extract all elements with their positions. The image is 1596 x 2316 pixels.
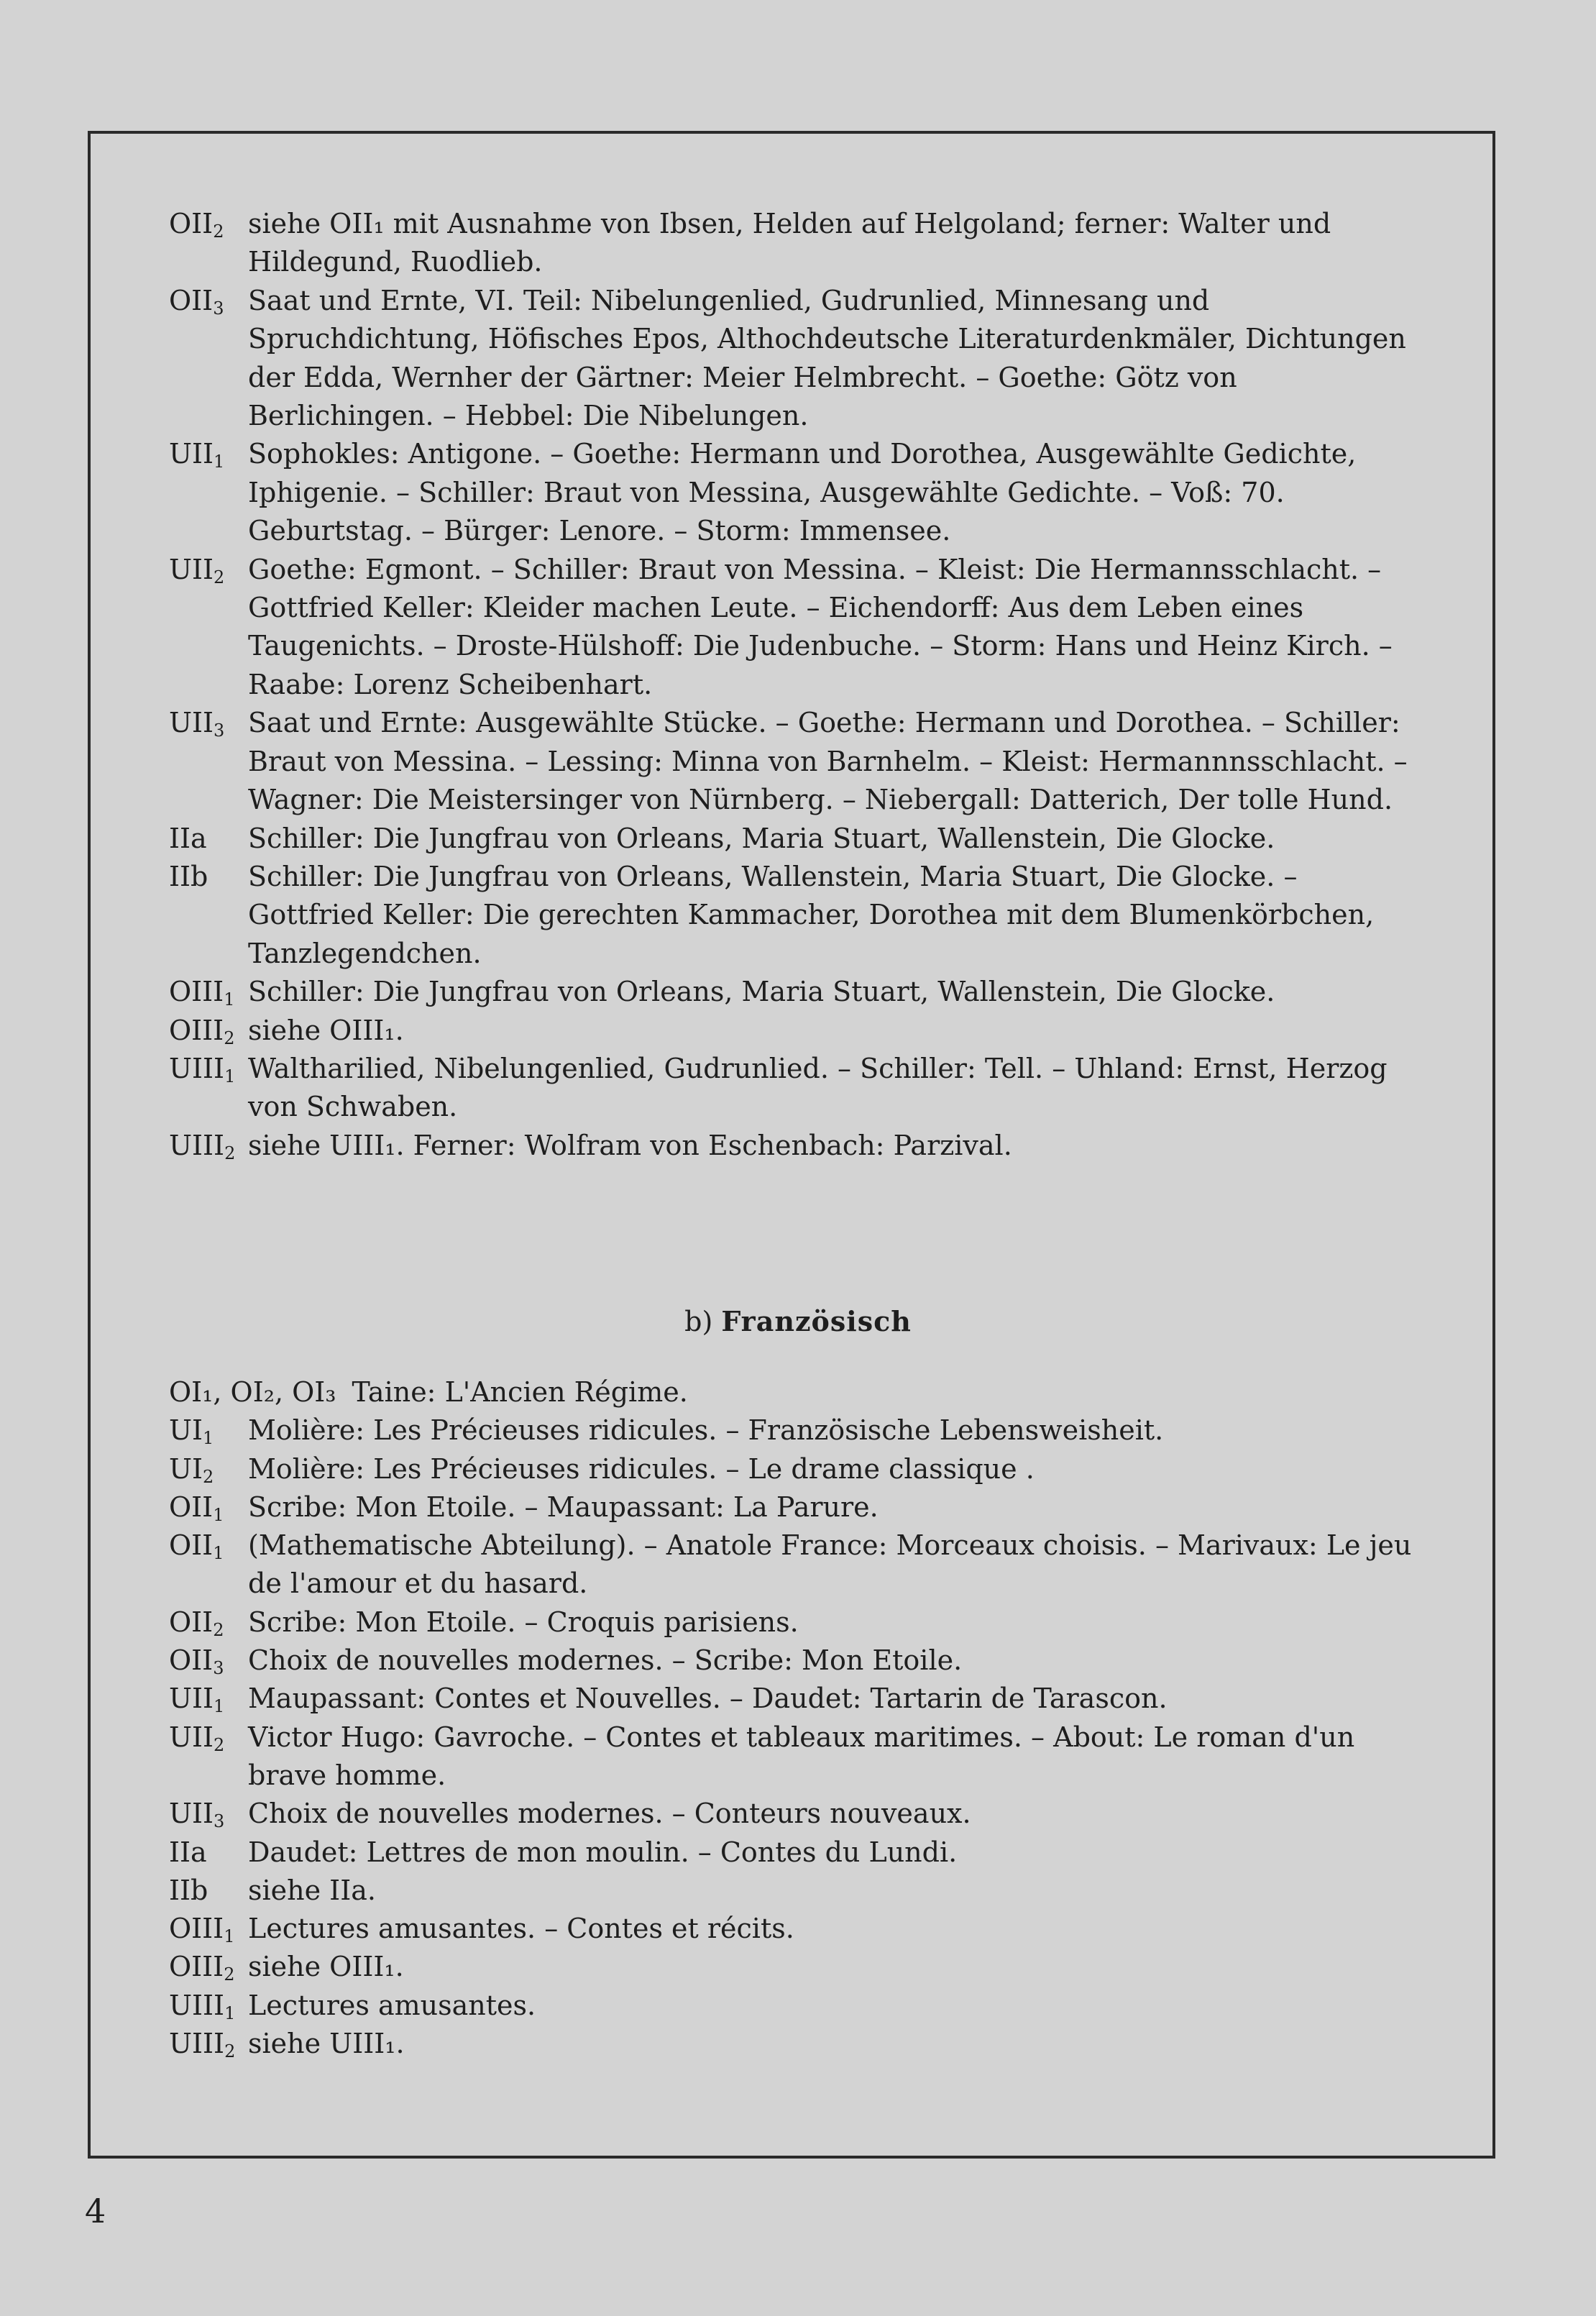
- entry-text: Saat und Ernte: Ausgewählte Stücke. – Goethe: Hermann und Dorothea. – Schiller: Braut von Messina. – Lessing: Minna von Barnhelm. – Kleist: Hermannnsschlacht. – Wagner: Die Meistersinger von Nürnberg. – Niebergall: Datterich, Der tolle Hund.: [248, 707, 1408, 816]
- class-label: $OII_1$: [169, 1491, 224, 1525]
- entry-text: siehe OIII₁.: [248, 1951, 404, 1983]
- entry-text: Scribe: Mon Etoile. – Croquis parisiens.: [248, 1606, 799, 1638]
- list-item: [169, 973, 1431, 1011]
- entry-text: Choix de nouvelles modernes. – Scribe: Mon Etoile.: [248, 1644, 963, 1677]
- section-letter: b): [684, 1306, 713, 1337]
- entry-text: Lectures amusantes. – Contes et récits.: [248, 1913, 794, 1945]
- class-label: $UI_1$: [169, 1414, 214, 1449]
- entry-text: Molière: Les Précieuses ridicules. – Französische Lebensweisheit.: [248, 1414, 1164, 1447]
- list-item: [169, 1872, 1431, 1910]
- german-reading-list: [169, 205, 1431, 1165]
- list-item: [169, 1948, 1431, 1986]
- list-item: [169, 1488, 1431, 1527]
- entry-text: Schiller: Die Jungfrau von Orleans, Maria Stuart, Wallenstein, Die Glocke.: [248, 976, 1275, 1008]
- class-label: IIb: [169, 860, 208, 892]
- page-number: 4: [85, 2192, 106, 2230]
- section-heading: [0, 1300, 1596, 1343]
- list-item: [169, 1373, 1431, 1411]
- class-label: $UIII_2$: [169, 1129, 236, 1163]
- entry-text: Lectures amusantes.: [248, 1989, 536, 2021]
- entry-text: Maupassant: Contes et Nouvelles. – Daudet: Tartarin de Tarascon.: [248, 1683, 1168, 1715]
- list-item: [169, 1910, 1431, 1948]
- list-item: [169, 1411, 1431, 1450]
- entry-text: Victor Hugo: Gavroche. – Contes et tableaux maritimes. – About: Le roman d'un brave homme.: [248, 1721, 1355, 1791]
- class-label: $UIII_1$: [169, 1052, 236, 1086]
- class-label: $OIII_1$: [169, 1913, 235, 1947]
- entry-text: Saat und Ernte, VI. Teil: Nibelungenlied, Gudrunlied, Minnesang und Spruchdichtung, Höfisches Epos, Althochdeutsche Literaturdenkmäler, Dichtungen der Edda, Wernher der Gärtner: Meier Helmbrecht. – Goethe: Götz von Berlichingen. – Hebbel: Die Nibelungen.: [248, 284, 1406, 432]
- list-item: [169, 1527, 1431, 1603]
- list-item: [169, 1450, 1431, 1488]
- list-item: [169, 1012, 1431, 1050]
- entry-text: Choix de nouvelles modernes. – Conteurs nouveaux.: [248, 1798, 971, 1830]
- class-label: $OII_2$: [169, 1606, 224, 1640]
- class-label: $UII_1$: [169, 1683, 225, 1717]
- entry-text: (Mathematische Abteilung). – Anatole France: Morceaux choisis. – Marivaux: Le jeu de l'amour et du hasard.: [248, 1529, 1412, 1600]
- entry-text: Sophokles: Antigone. – Goethe: Hermann und Dorothea, Ausgewählte Gedichte, Iphigenie. – Schiller: Braut von Messina, Ausgewählte Gedichte. – Voß: 70. Geburtstag. – Bürger: Lenore. – Storm: Immensee.: [248, 438, 1357, 547]
- list-item: [169, 551, 1431, 705]
- list-item: [169, 2025, 1431, 2063]
- class-label: $UII_2$: [169, 1721, 225, 1755]
- class-label: $UII_1$: [169, 438, 225, 472]
- class-label: IIa: [169, 1836, 207, 1868]
- entry-text: siehe UIII₁.: [248, 2028, 405, 2060]
- list-item: [169, 1834, 1431, 1872]
- list-item: [169, 704, 1431, 819]
- list-item: [169, 1718, 1431, 1795]
- class-label: $OII_3$: [169, 284, 224, 319]
- entry-text: Daudet: Lettres de mon moulin. – Contes du Lundi.: [248, 1836, 958, 1868]
- list-item: [169, 820, 1431, 858]
- entry-text: Schiller: Die Jungfrau von Orleans, Maria Stuart, Wallenstein, Die Glocke.: [248, 822, 1275, 854]
- list-item: [169, 435, 1431, 550]
- list-item: [169, 1987, 1431, 2025]
- list-item: [169, 205, 1431, 282]
- entry-text: Molière: Les Précieuses ridicules. – Le drame classique .: [248, 1452, 1035, 1485]
- list-item: [169, 1680, 1431, 1718]
- class-label: $OII_2$: [169, 208, 224, 242]
- list-item: [169, 1795, 1431, 1833]
- list-item: [169, 1127, 1431, 1165]
- list-item: [169, 282, 1431, 436]
- entry-text: Scribe: Mon Etoile. – Maupassant: La Parure.: [248, 1491, 879, 1523]
- entry-text: Schiller: Die Jungfrau von Orleans, Wallenstein, Maria Stuart, Die Glocke. – Gottfried Keller: Die gerechten Kammacher, Dorothea mit dem Blumenkörbchen, Tanzlegendchen.: [248, 860, 1375, 969]
- class-label: $UII_2$: [169, 553, 225, 587]
- entry-text: siehe IIa.: [248, 1874, 376, 1906]
- list-item: [169, 1050, 1431, 1127]
- class-label: IIb: [169, 1874, 208, 1906]
- class-label: $UIII_1$: [169, 1989, 236, 2023]
- class-label: $OII_1$: [169, 1529, 224, 1564]
- entry-text: siehe OIII₁.: [248, 1014, 404, 1046]
- entry-text: Taine: L'Ancien Régime.: [352, 1376, 688, 1408]
- class-label: $OIII_1$: [169, 976, 235, 1010]
- entry-text: Waltharilied, Nibelungenlied, Gudrunlied. – Schiller: Tell. – Uhland: Ernst, Herzog von Schwaben.: [248, 1052, 1388, 1123]
- class-label: $UII_3$: [169, 707, 225, 741]
- list-item: [169, 1603, 1431, 1642]
- class-label: $OIII_2$: [169, 1951, 235, 1985]
- class-label: OI₁, OI₂, OI₃: [169, 1376, 336, 1408]
- entry-text: siehe OII₁ mit Ausnahme von Ibsen, Helden auf Helgoland; ferner: Walter und Hildegund, Ruodlieb.: [248, 208, 1331, 278]
- class-label: $UII_3$: [169, 1798, 225, 1832]
- entry-text: Goethe: Egmont. – Schiller: Braut von Messina. – Kleist: Die Hermannsschlacht. – Gottfried Keller: Kleider machen Leute. – Eichendorff: Aus dem Leben eines Taugenichts. – Droste-Hülshoff: Die Judenbuche. – Storm: Hans und Heinz Kirch. – Raabe: Lorenz Scheibenhart.: [248, 553, 1393, 700]
- class-label: $OIII_2$: [169, 1014, 235, 1048]
- list-item: [169, 1642, 1431, 1680]
- class-label: $UI_2$: [169, 1452, 214, 1487]
- french-reading-list: [169, 1373, 1431, 2063]
- entry-text: siehe UIII₁. Ferner: Wolfram von Eschenbach: Parzival.: [248, 1129, 1012, 1161]
- list-item: [169, 858, 1431, 973]
- class-label: $UIII_2$: [169, 2028, 236, 2062]
- section-title: Französisch: [721, 1305, 912, 1337]
- class-label: IIa: [169, 822, 207, 854]
- class-label: $OII_3$: [169, 1644, 224, 1679]
